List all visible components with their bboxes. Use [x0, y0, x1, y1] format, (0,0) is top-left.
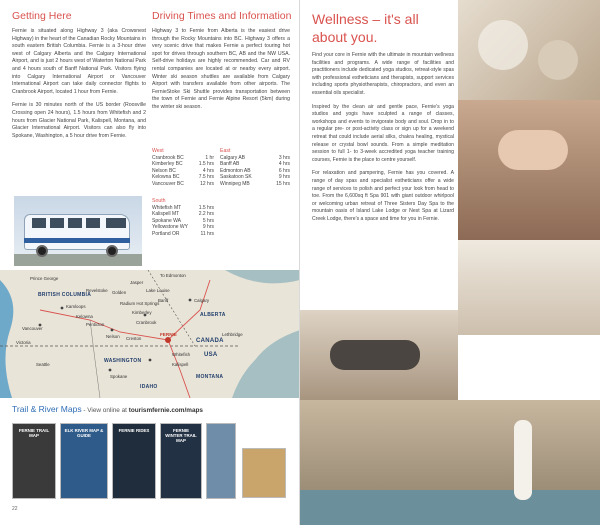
map-city: Seattle — [36, 362, 50, 367]
east-times — [220, 148, 290, 188]
place: Cranbrook BC — [152, 154, 184, 161]
time-row — [152, 231, 214, 238]
wellness-title: Wellness – it's all about you. — [312, 11, 419, 45]
map-city: Radium Hot Springs — [120, 301, 160, 306]
map-city: Kalispell — [172, 362, 189, 367]
time-row — [152, 181, 214, 188]
map-city: Spokane — [110, 374, 128, 379]
place: Calgary AB — [220, 154, 246, 161]
map-city: Creston — [126, 336, 142, 341]
place: Spokane WA — [152, 217, 181, 224]
map-city: Whitefish — [172, 352, 191, 357]
place: Yellowstone WY — [152, 224, 188, 231]
brochure-elk-river[interactable] — [60, 423, 108, 499]
time-row — [220, 161, 290, 168]
time: 15 hrs — [276, 180, 290, 187]
wellness-para-3: For relaxation and pampering, Fernie has you covered. A range of day spas and specialist estheticians offer a wide range of services to polish and perfect your look from head to toe. From the 6,600sq ft Spa 901 with giant outdoor whirlpool or welcoming urban retreat of Three Sisters Day Spa to the mountain oasis of Island Lake Lodge or Nest Spa at Lizard Creek Lodge, there's a space and time for you in Fernie. — [312, 170, 454, 222]
time-row — [152, 168, 214, 175]
brochure-trail-map[interactable] — [12, 423, 56, 499]
time: 9 hrs — [202, 224, 214, 231]
brochure-cover[interactable] — [206, 423, 236, 499]
map-city: Victoria — [16, 340, 31, 345]
maps-sub: - View online at — [81, 407, 129, 414]
bus-window — [32, 218, 46, 228]
brochure-title: FERNIE TRAIL MAP — [18, 428, 50, 439]
place: Edmonton AB — [220, 167, 251, 174]
time: 2.2 hrs — [198, 211, 214, 218]
pool-water — [300, 490, 600, 525]
map-city: Nelson — [106, 334, 120, 339]
glass-icon — [478, 20, 528, 70]
region-map — [0, 270, 300, 398]
bowl-icon — [538, 40, 578, 80]
map-region-ab: ALBERTA — [200, 312, 226, 318]
time-row — [152, 174, 214, 181]
trail-river-maps-heading — [12, 404, 203, 414]
driving-title: Driving Times and Information — [152, 10, 292, 22]
time-row — [152, 205, 214, 212]
wellness-para-2: Inspired by the clean air and gentle pace, Fernie's yoga studios and yogis have sculpted a range of classes, workshops and events to invigorate body and soul. Drop in to a regular pre- or post-activity class or sign up for a weekend retreat that could include aerial silks, chakra healing, mystical release or crystal bowl sounds. From a simple meditation session to full 1- to 3-week accredited yoga teacher training courses, Fernie is the place to centre yourself. — [312, 103, 454, 163]
time: 11 hrs — [200, 230, 214, 237]
time-row — [220, 174, 290, 181]
map-city: Vancouver — [22, 326, 43, 331]
stretching-photo — [300, 310, 458, 400]
massage-photo — [458, 100, 600, 240]
getting-here-para-2: Fernie is 30 minutes north of the US border (Roosville Crossing open 24 hours), 1.5 hours from Whitefish and 2 hours from Glacier National Park, Kalispell, Montana, and Glacier International Airport. Visitors can also fly into Spokane, Washington, a 5 hour drive from Fernie. — [12, 102, 146, 139]
time-row — [152, 224, 214, 231]
map-city: Penticton — [86, 322, 105, 327]
maps-title: Trail & River Maps — [12, 404, 82, 414]
south-heading: South — [152, 198, 166, 204]
getting-here-text — [12, 28, 146, 146]
map-label-fernie: FERNIE — [160, 332, 177, 337]
time-row — [220, 168, 290, 175]
east-heading: East — [220, 148, 231, 154]
getting-here-title: Getting Here — [12, 10, 72, 22]
time: 9 hrs — [278, 174, 290, 181]
map-region-wa: WASHINGTON — [104, 358, 142, 364]
map-city: Revelstoke — [86, 288, 108, 293]
fernie-marker — [165, 337, 171, 343]
bus-wheel — [106, 245, 118, 257]
time-row — [152, 211, 214, 218]
map-city: To Edmonton — [160, 273, 186, 278]
bus-window — [68, 218, 82, 228]
map-city: Calgary — [194, 298, 210, 303]
bus-wheel — [36, 245, 48, 257]
place: Kalispell MT — [152, 211, 180, 218]
time-row — [220, 155, 290, 162]
place: Vancouver BC — [152, 180, 184, 187]
time: 12 hrs — [200, 180, 214, 187]
time: 1 hr — [205, 154, 214, 161]
time: 4 hrs — [202, 167, 214, 174]
bus-stripe — [24, 238, 130, 243]
time: 3 hrs — [278, 154, 290, 161]
place: Winnipeg MB — [220, 180, 250, 187]
map-region-id: IDAHO — [140, 384, 158, 390]
time-row — [152, 161, 214, 168]
west-heading: West — [152, 148, 164, 154]
brochure-cover[interactable] — [242, 448, 286, 498]
time: 7.5 hrs — [198, 174, 214, 181]
page-number: 22 — [12, 506, 18, 512]
map-city: Jasper — [130, 280, 144, 285]
west-times — [152, 148, 214, 188]
wellness-text — [312, 52, 454, 229]
map-city: Lethbridge — [222, 332, 243, 337]
time: 1.5 hrs — [198, 161, 214, 168]
person-robe-icon — [514, 420, 532, 500]
map-city: Prince George — [30, 276, 59, 281]
maps-url-link[interactable]: tourismfernie.com/maps — [128, 407, 203, 414]
shuttle-bus-photo — [14, 196, 142, 266]
place: Nelson BC — [152, 167, 176, 174]
time-row — [152, 218, 214, 225]
place: Portland OR — [152, 230, 180, 237]
place: Kimberley BC — [152, 161, 183, 168]
yoga-class-photo — [458, 240, 600, 335]
map-city: Kelowna — [76, 314, 93, 319]
map-label-canada: CANADA — [196, 338, 224, 344]
time: 1.5 hrs — [198, 204, 214, 211]
time: 4 hrs — [278, 161, 290, 168]
brochure-winter-trail[interactable] — [160, 423, 202, 499]
place: Kelowna BC — [152, 174, 180, 181]
south-times — [152, 198, 214, 238]
brochure-title: ELK RIVER MAP & GUIDE — [64, 428, 104, 439]
map-city: Lake Louise — [146, 288, 170, 293]
time-row — [220, 181, 290, 188]
time: 5 hrs — [202, 217, 214, 224]
map-region-mt: MONTANA — [196, 374, 224, 380]
map-city: Kimberley — [132, 310, 152, 315]
outdoor-pool-photo — [300, 400, 600, 525]
road — [14, 254, 142, 266]
map-city: Golden — [112, 290, 127, 295]
bus-window — [50, 218, 64, 228]
getting-here-para-1: Fernie is situated along Highway 3 (aka Crowsnest Highway) in the heart of the Canadian Rocky Mountains in south eastern British Columbia. Fernie is a 3-hour drive west of Calgary Alberta and the Calgary International Airport, and is just 2 hours west of Waterton National Park and 4 hours south of Banff National Park. Visitors flying into Calgary International Airport or Vancouver International Airport can take daily connector flights to Cranbrook Airport, located 1 hour from Fernie. — [12, 28, 146, 95]
driving-text: Highway 3 to Fernie from Alberta is the easiest drive through the Rocky Mountains into BC. Highway 3 offers a very scenic drive that makes Fernie a perfect touring hot spot for drives through southern BC, AB and the NW USA. Self-drive holidays are highly recommended. Car and RV rental companies are located at or nearby every airport. Winter ski season shuttles are available from Calgary Airport with transfers available from other airports. The FernieStoke Ski Shuttle provides transportation between the town of Fernie and Fernie Alpine Resort (5km) during the winter ski season. — [152, 28, 290, 110]
right-page — [300, 0, 600, 525]
wellness-para-1: Find your core in Fernie with the ultimate in mountain wellness facilities and programs. A wide range of facilities and practitioners include dedicated yoga studios, retreat-style spas with professional estheticians and therapists, support services including sports physiotherapists, chiropractors, and even an essential oils specialist. — [312, 52, 454, 96]
place: Banff AB — [220, 161, 240, 168]
place: Whitefish MT — [152, 204, 182, 211]
map-label-usa: USA — [204, 352, 218, 358]
map-city: Kamloops — [66, 304, 86, 309]
brochure-rides[interactable] — [112, 423, 156, 499]
place: Saskatoon SK — [220, 174, 252, 181]
time: 6 hrs — [278, 167, 290, 174]
map-region-bc: BRITISH COLUMBIA — [38, 292, 92, 298]
brochure-title: FERNIE WINTER TRAIL MAP — [165, 428, 197, 444]
bus-window — [86, 218, 100, 228]
yoga-pose-icon — [330, 340, 420, 370]
map-city: Banff — [158, 298, 169, 303]
spa-table-photo — [458, 0, 600, 100]
person-icon — [498, 130, 568, 170]
time-row — [152, 155, 214, 162]
map-city: Cranbrook — [136, 320, 157, 325]
brochure-title: FERNIE RIDES — [118, 428, 150, 433]
bus-windshield — [106, 218, 126, 228]
